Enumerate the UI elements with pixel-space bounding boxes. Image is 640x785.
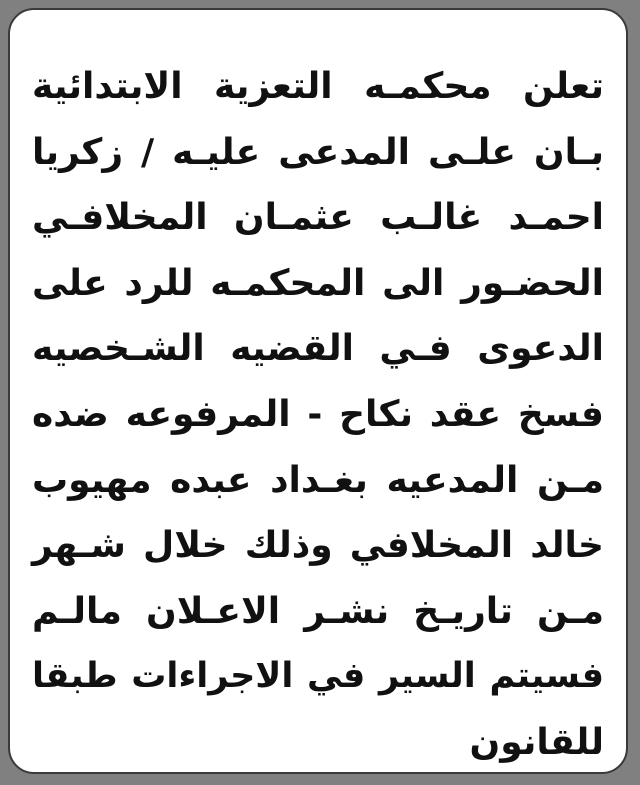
notice-line-10: فسيتم السير في الاجراءات طبقا — [32, 656, 604, 697]
notice-line-8: خالد المخلافي وذلك خلال شـهر — [32, 525, 604, 567]
court-notice-text — [32, 54, 604, 776]
notice-line-7: مـن المدعيه بغـداد عبده مهيوب — [32, 459, 604, 501]
notice-line-9: مـن تاريـخ نشـر الاعـلان مالـم — [32, 590, 604, 632]
notice-line-11: للقانون — [469, 721, 604, 763]
notice-line-5: الدعوى فـي القضيه الشـخصيه — [32, 328, 604, 370]
notice-line-4: الحضـور الى المحكمـه للرد على — [32, 262, 604, 304]
notice-line-2: بـان علـى المدعى عليـه / زكريا — [32, 131, 604, 173]
notice-line-6: فسخ عقد نكاح - المرفوعه ضده — [32, 393, 604, 435]
notice-line-1: تعلن محكمـه التعزية الابتدائية — [32, 66, 604, 107]
notice-card — [8, 8, 628, 774]
notice-line-3: احمـد غالـب عثمـان المخلافـي — [32, 197, 604, 239]
